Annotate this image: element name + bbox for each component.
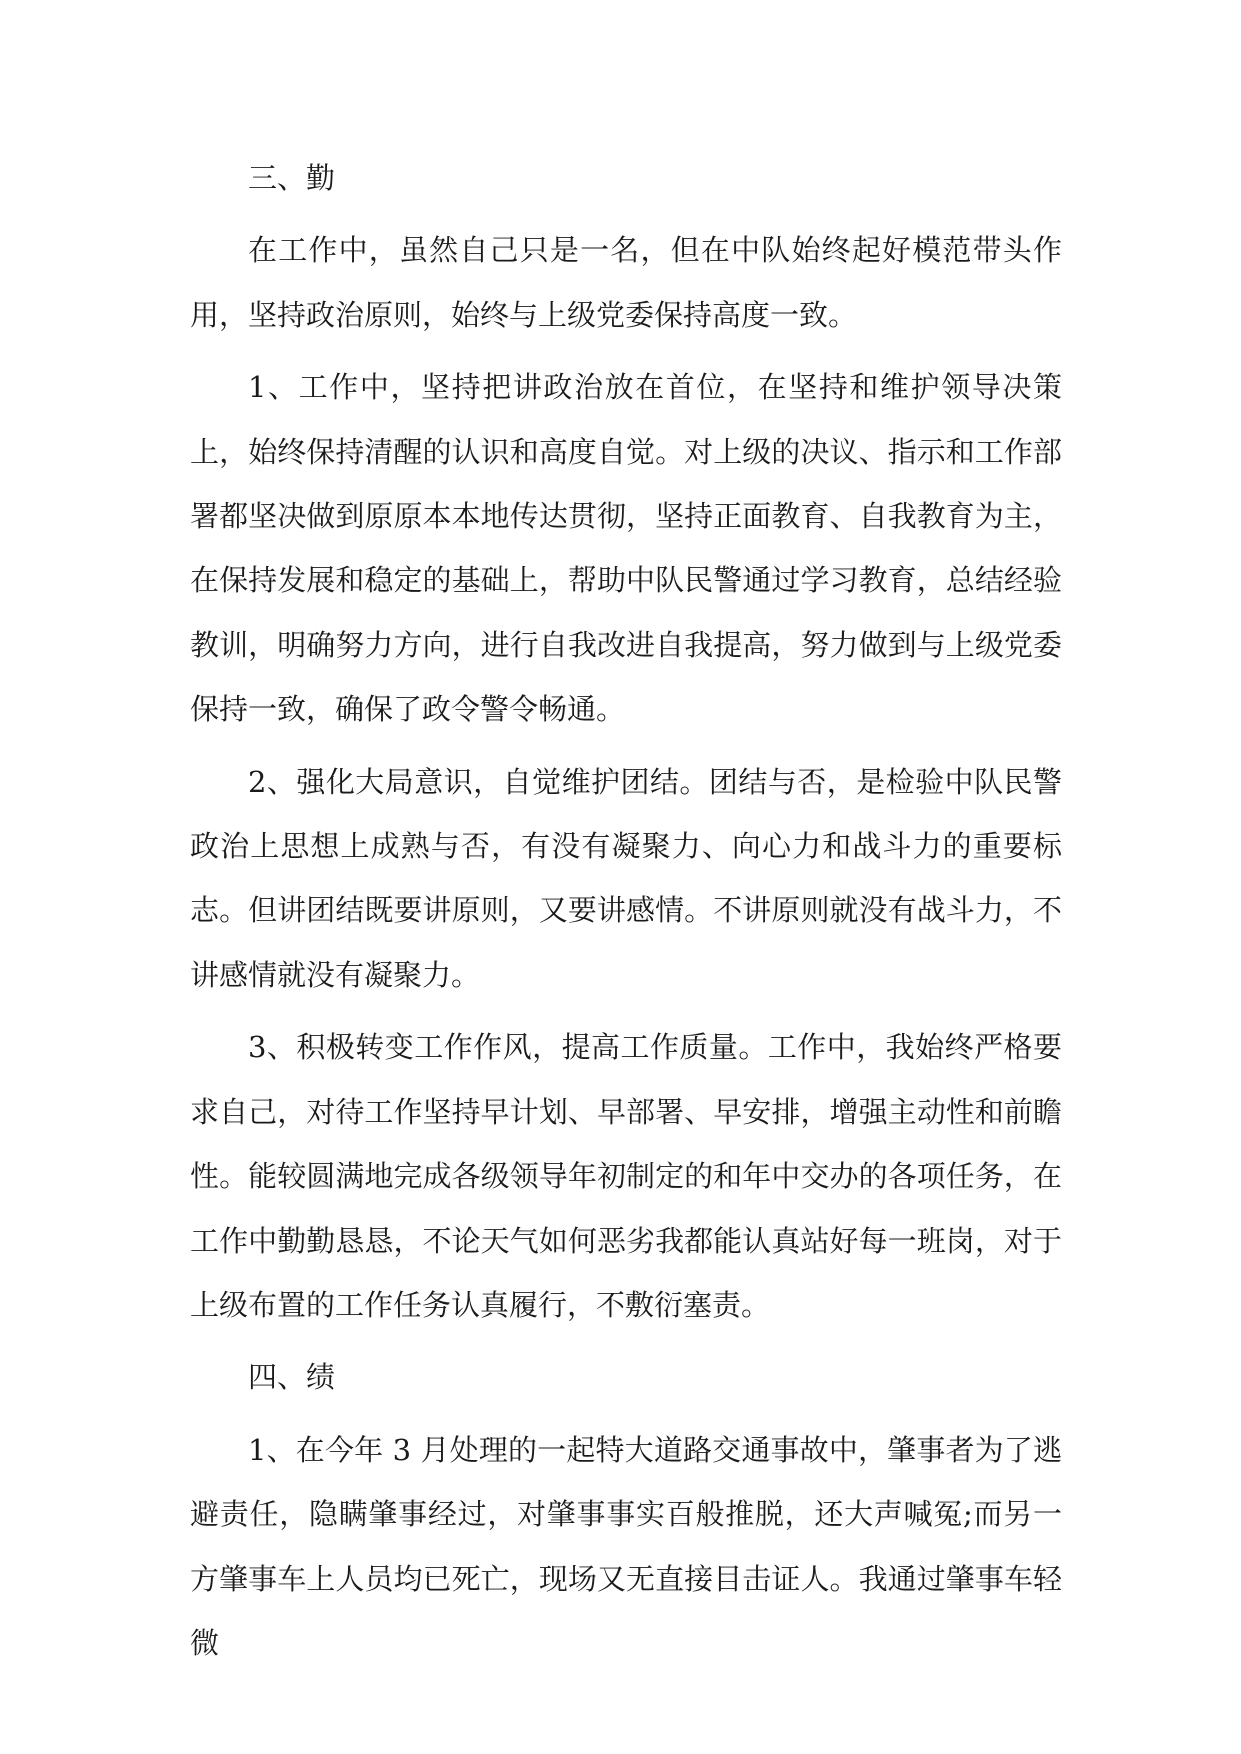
paragraph-achievement-1: 1、在今年 3 月处理的一起特大道路交通事故中，肇事者为了逃避责任，隐瞒肇事经过，对肇事事实百般推脱，还大声喊冤;而另一方肇事车上人员均已死亡，现场又无直接目击证人。我通过肇事车轻微 [190, 1432, 1062, 1660]
paragraph-intro: 在工作中，虽然自己只是一名，但在中队始终起好模范带头作用，坚持政治原则，始终与上级党委保持高度一致。 [190, 233, 1062, 332]
document-page [190, 146, 1062, 1683]
section-heading-qin: 三、勤 [248, 161, 336, 195]
paragraph-item-2: 2、强化大局意识，自觉维护团结。团结与否，是检验中队民警政治上思想上成熟与否，有没有凝聚力、向心力和战斗力的重要标志。但讲团结既要讲原则，又要讲感情。不讲原则就没有战斗力，不讲感情就没有凝聚力。 [190, 764, 1062, 992]
paragraph-item-3: 3、积极转变工作作风，提高工作质量。工作中，我始终严格要求自己，对待工作坚持早计划、早部署、早安排，增强主动性和前瞻性。能较圆满地完成各级领导年初制定的和年中交办的各项任务，在工作中勤勤恳恳，不论天气如何恶劣我都能认真站好每一班岗，对于上级布置的工作任务认真履行，不敷衍塞责。 [190, 1030, 1062, 1322]
section-heading-ji: 四、绩 [248, 1360, 336, 1395]
paragraph-item-1: 1、工作中，坚持把讲政治放在首位，在坚持和维护领导决策上，始终保持清醒的认识和高度自觉。对上级的决议、指示和工作部署都坚决做到原原本本地传达贯彻，坚持正面教育、自我教育为主，在保持发展和稳定的基础上，帮助中队民警通过学习教育，总结经验教训，明确努力方向，进行自我改进自我提高，努力做到与上级党委保持一致，确保了政令警令畅通。 [190, 370, 1062, 727]
